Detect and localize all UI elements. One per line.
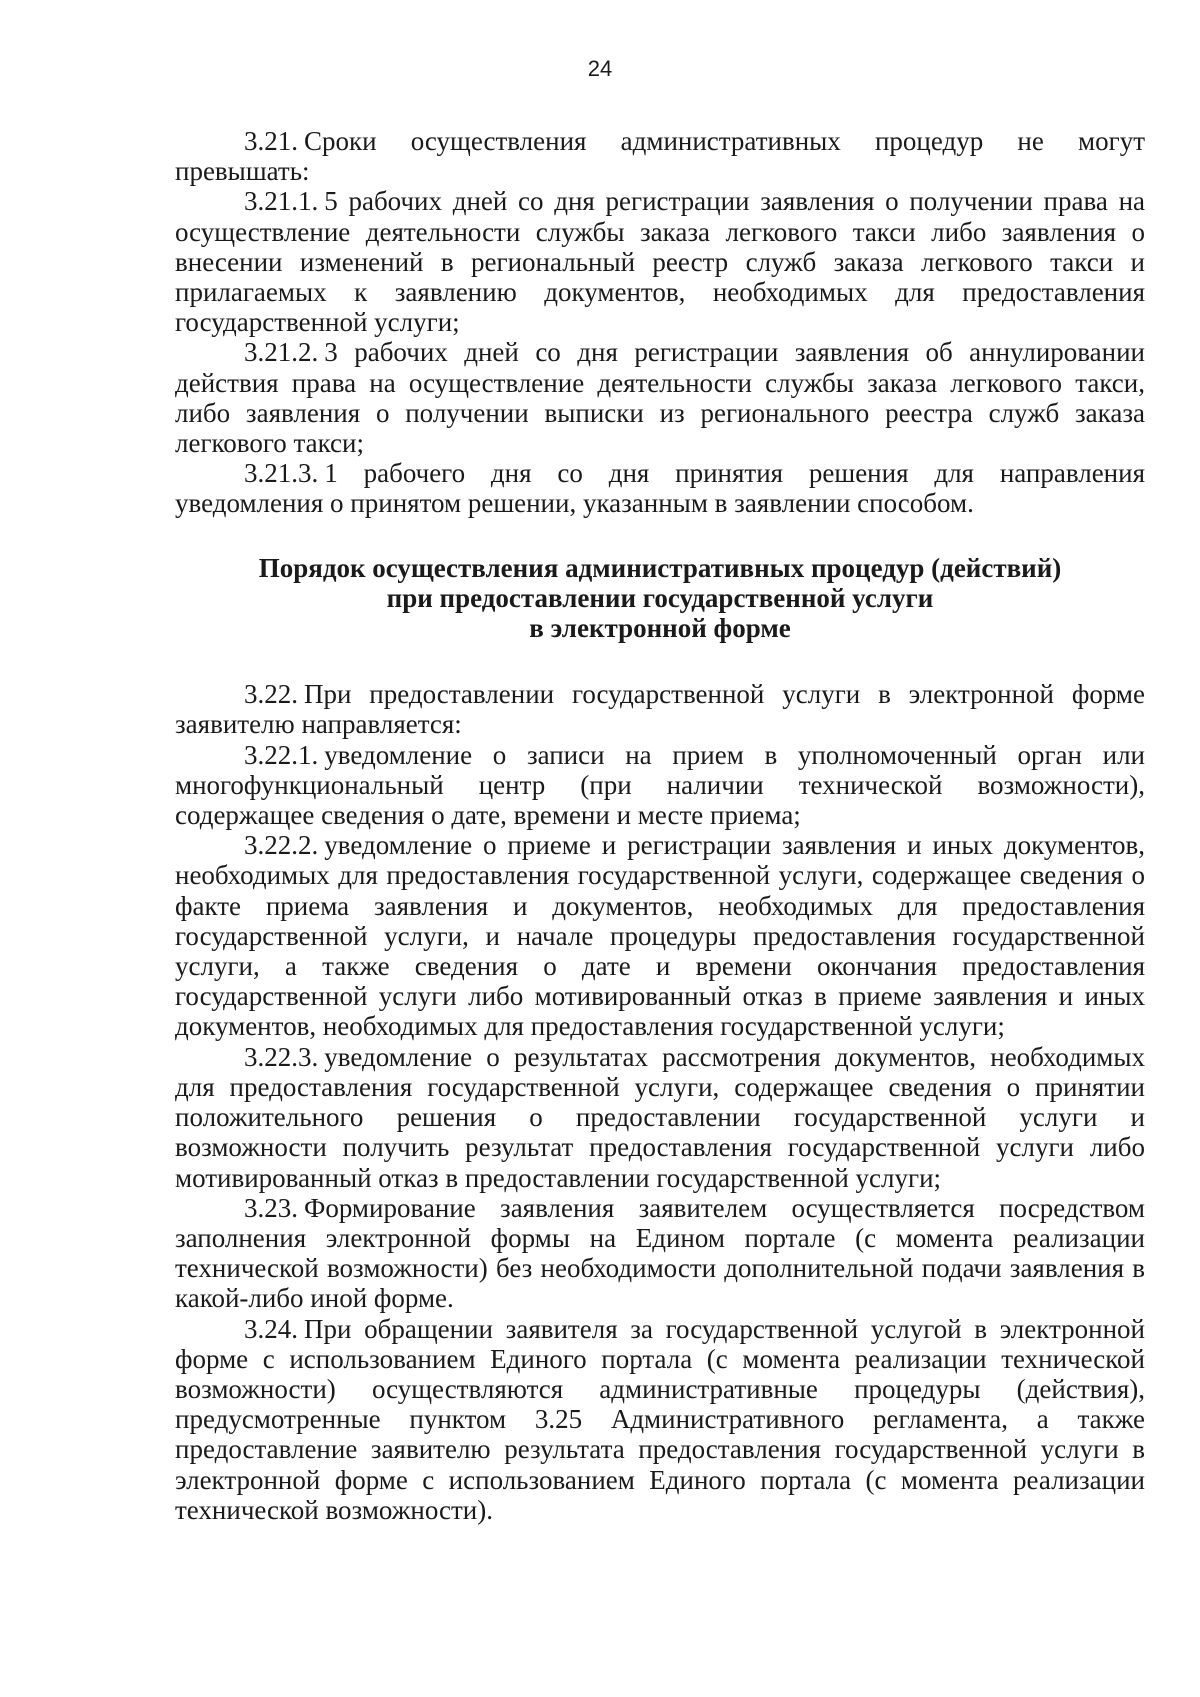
paragraph-number: 3.21.3.	[244, 458, 319, 489]
paragraph-3-24	[175, 1314, 1145, 1525]
paragraph-3-22-3	[175, 1042, 1145, 1193]
section-heading-line: Порядок осуществления административных процедур (действий)	[258, 552, 1062, 583]
paragraph-number: 3.21.	[244, 126, 298, 156]
paragraph-text: уведомление о результатах рассмотрения документов, необходимых для предоставления государственной услуги, содержащее сведения о принятии положительного решения о предоставлении государственной услуги и возможности получить результат предоставления государственной услуги либо мотивированный отказ в предоставлении государственной услуги;	[175, 1041, 1145, 1193]
paragraph-3-21-1	[175, 186, 1145, 337]
paragraph-3-23	[175, 1193, 1145, 1314]
paragraph-number: 3.22.	[244, 679, 298, 710]
paragraph-3-22-1	[175, 740, 1145, 831]
section-heading-line: в электронной форме	[529, 613, 791, 644]
section-heading-line: при предоставлении государственной услуги	[386, 582, 934, 613]
document-body	[175, 126, 1145, 1525]
paragraph-number: 3.21.2.	[244, 337, 319, 368]
section-heading	[175, 553, 1145, 644]
paragraph-number: 3.22.3.	[244, 1041, 319, 1072]
paragraph-3-22	[175, 679, 1145, 739]
paragraph-number: 3.22.2.	[244, 830, 319, 861]
paragraph-3-21-3	[175, 458, 1145, 518]
paragraph-text: 5 рабочих дней со дня регистрации заявления о получении права на осуществление деятельности службы заказа легкового такси либо заявления о внесении изменений в региональный реестр служб заказа легкового такси и прилагаемых к заявлению документов, необходимых для предоставления государственной услуги;	[175, 186, 1145, 338]
paragraph-text: уведомление о записи на прием в уполномоченный орган или многофункциональный центр (при наличии технической возможности), содержащее сведения о дате, времени и месте приема;	[175, 739, 1145, 831]
paragraph-text: При предоставлении государственной услуги в электронной форме заявителю направляется:	[175, 679, 1145, 740]
paragraph-3-21	[175, 126, 1145, 186]
paragraph-text: Сроки осуществления административных процедур не могут превышать:	[175, 126, 1145, 187]
paragraph-3-21-2	[175, 337, 1145, 458]
paragraph-text: При обращении заявителя за государственной услугой в электронной форме с использованием Единого портала (с момента реализации технической возможности) осуществляются административные процедуры (действия), предусмотренные пунктом 3.25 Административного регламента, а также предоставление заявителю результата предоставления государственной услуги в электронной форме с использованием Единого портала (с момента реализации технической возможности).	[175, 1313, 1145, 1525]
paragraph-text: Формирование заявления заявителем осуществляется посредством заполнения электронной формы на Едином портале (с момента реализации технической возможности) без необходимости дополнительной подачи заявления в какой-либо иной форме.	[175, 1192, 1145, 1314]
paragraph-number: 3.24.	[244, 1313, 298, 1344]
paragraph-number: 3.21.1.	[244, 186, 319, 217]
page-number: 24	[587, 56, 613, 81]
paragraph-3-22-2	[175, 830, 1145, 1041]
paragraph-text: 3 рабочих дней со дня регистрации заявления об аннулировании действия права на осуществление деятельности службы заказа легкового такси, либо заявления о получении выписки из регионального реестра служб заказа легкового такси;	[175, 337, 1145, 459]
paragraph-text: уведомление о приеме и регистрации заявления и иных документов, необходимых для предоставления государственной услуги, содержащее сведения о факте приема заявления и документов, необходимых для предоставления государственной услуги, и начале процедуры предоставления государственной услуги, а также сведения о дате и времени окончания предоставления государственной услуги либо мотивированный отказ в приеме заявления и иных документов, необходимых для предоставления государственной услуги;	[175, 830, 1145, 1042]
paragraph-number: 3.22.1.	[244, 739, 319, 770]
paragraph-number: 3.23.	[244, 1192, 298, 1223]
paragraph-text: 1 рабочего дня со дня принятия решения для направления уведомления о принятом решении, указанным в заявлении способом.	[175, 458, 1145, 519]
